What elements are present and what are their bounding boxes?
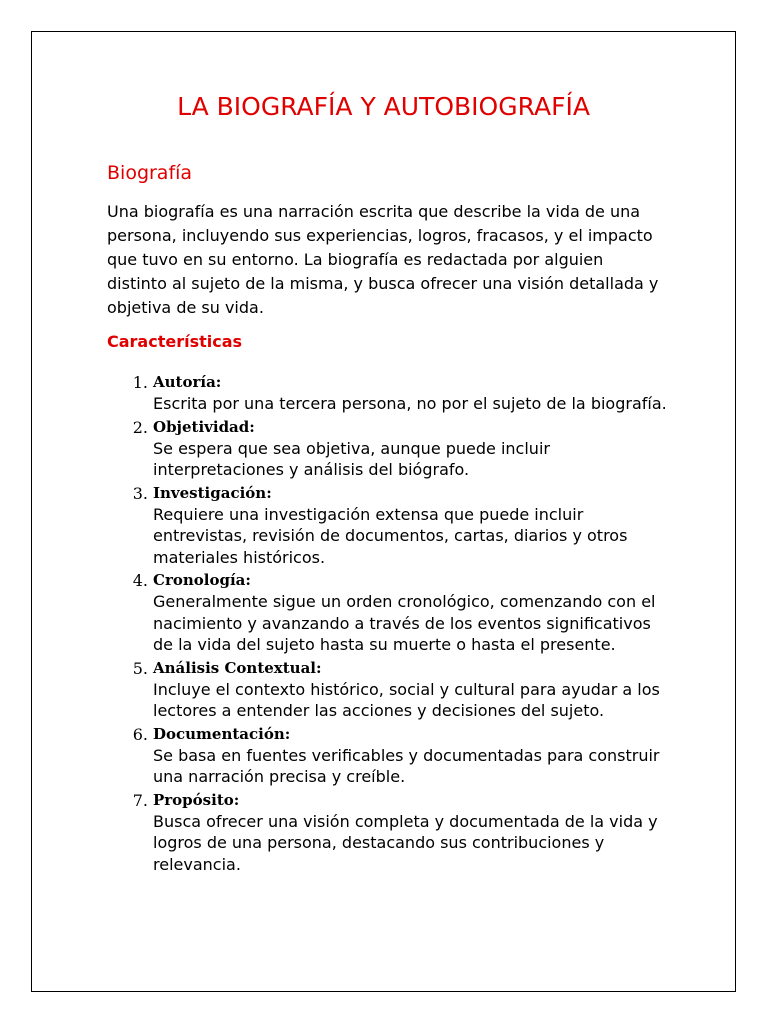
list-item	[32, 658, 672, 722]
list-item	[32, 790, 672, 876]
list-item-term: Cronología:	[153, 571, 251, 589]
list-item	[32, 372, 672, 415]
list-item-term: Autoría:	[153, 373, 222, 391]
list-item-number: 4.	[132, 571, 148, 590]
list-item-term: Propósito:	[153, 790, 240, 809]
section-heading: Biografía	[107, 162, 193, 184]
intro-paragraph: Una biografía es una narración escrita que describe la vida de una persona, incluyendo sus experiencias, logros, fracasos, y el impacto que tuvo en su entorno. La biografía es redactada por alguien distinto al sujeto de la misma, y busca ofrecer una visión detallada y objetiva de su vida.	[107, 202, 659, 317]
list-item	[32, 724, 672, 788]
list-item-number: 1.	[132, 373, 148, 392]
characteristics-list	[32, 372, 672, 877]
document-title: LA BIOGRAFÍA Y AUTOBIOGRAFÍA	[177, 92, 590, 121]
list-item-number: 3.	[132, 483, 148, 503]
list-item-description: Se espera que sea objetiva, aunque puede incluir interpretaciones y análisis del biógrafo.	[153, 438, 550, 479]
list-item-number: 2.	[132, 417, 148, 437]
list-item	[32, 570, 672, 656]
list-item-term: Investigación:	[153, 483, 272, 502]
characteristics-heading: Características	[107, 332, 243, 351]
list-item	[32, 483, 672, 569]
list-item-term: Objetividad:	[153, 417, 255, 436]
list-item-term: Documentación:	[153, 724, 291, 743]
list-item-description: Escrita por una tercera persona, no por el sujeto de la biografía.	[153, 394, 667, 413]
list-item	[32, 417, 672, 481]
list-item-description: Generalmente sigue un orden cronológico, comenzando con el nacimiento y avanzando a través de los eventos significativos de la vida del sujeto hasta su muerte o hasta el presente.	[153, 592, 656, 654]
list-item-number: 5.	[132, 658, 148, 678]
document-page	[31, 31, 736, 992]
list-item-description: Requiere una investigación extensa que puede incluir entrevistas, revisión de documentos, cartas, diarios y otros materiales históricos.	[153, 504, 628, 567]
list-item-description: Busca ofrecer una visión completa y documentada de la vida y logros de una persona, destacando sus contribuciones y relevancia.	[153, 811, 658, 874]
list-item-number: 7.	[132, 790, 148, 810]
list-item-term: Análisis Contextual:	[153, 658, 322, 677]
list-item-description: Incluye el contexto histórico, social y cultural para ayudar a los lectores a entender las acciones y decisiones del sujeto.	[153, 679, 660, 720]
list-item-number: 6.	[132, 724, 148, 744]
list-item-description: Se basa en fuentes verificables y documentadas para construir una narración precisa y creíble.	[153, 745, 660, 786]
